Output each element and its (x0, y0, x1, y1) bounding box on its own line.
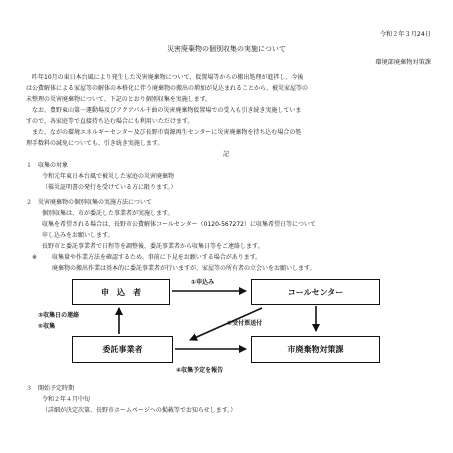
label-notify-date: ③収集日の連絡 (38, 312, 80, 319)
label-report: ④収集予定を報告 (176, 367, 224, 374)
box-applicant: 申 込 者 (72, 279, 170, 305)
ki-heading: 記 (223, 151, 230, 158)
section-2-text: 収集を希望される場合は、長野市公費解体コールセンター（0120-567272）に収集希望日等について (42, 221, 316, 228)
label-apply: ①申込み (191, 279, 215, 286)
section-3-text: （詳細が決定次第、長野市ホームページへの掲載等でお知らせします。） (42, 407, 237, 414)
label-collect: ⑤収集 (38, 323, 56, 330)
section-2-note: 廃棄物の搬出作業は基本的に委託事業者が行いますが、家屋等の所有者の立会いをお願いします。 (52, 265, 316, 272)
section-2-text: 申し込みをお願いします。 (42, 232, 114, 239)
intro-line: すので、各家庭等で直接持ち込む場合にも利用いただけます。 (26, 118, 194, 125)
intro-line: 昨年10月の東日本台風により発生した災害廃棄物について、仮置場等からの搬出処理が進捗し、今後 (32, 74, 304, 81)
section-3-heading: ３ 開始予定時期 (26, 385, 75, 392)
document-date: 令和２年３月24日 (379, 31, 431, 38)
section-1-text: （罹災証明書の発行を受けている方に限ります。） (42, 184, 177, 191)
section-1-heading: １ 収集の対象 (26, 162, 69, 169)
section-3-text: 令和２年４月中旬 (42, 396, 91, 403)
box-city: 市廃棄物対策課 (251, 336, 380, 363)
note-mark: ※ (32, 254, 38, 261)
intro-line: また、ながの環境エネルギーセンター及び長野市資源再生センターに災害廃棄物を持ち込む場合の処 (32, 129, 302, 136)
section-2-note: 収集量や作業方法を確認するため、事前に下見をお願いする場合があります。 (52, 254, 262, 261)
section-2-text: 個別収集は、市が委託した事業者が実施します。 (42, 210, 174, 217)
intro-line: 未整理の災害廃棄物について、下記のとおり個別収集を実施します。 (26, 96, 212, 103)
issuing-department: 環境部廃棄物対策課 (375, 59, 431, 66)
intro-line: 理手数料の減免についても、引き続き実施します。 (26, 140, 164, 147)
section-2-text: 長野市と委託事業者で日程等を調整後、委託事業者から収集日等をご連絡します。 (42, 243, 264, 250)
intro-line: は公費解体による家屋等の解体の本格化に伴う廃棄物の搬出の増加が見込まれることから、被災家屋等の (26, 85, 309, 92)
section-1-text: 令和元年東日本台風で被災した家庭の災害廃棄物 (42, 173, 175, 180)
box-call-center: コールセンター (251, 279, 380, 305)
intro-line: なお、豊野東山第一運動場及びアクアパル千曲の災害廃棄物仮置場での受入も引き続き実施していま (32, 107, 302, 114)
label-receipt: ②受付票送付 (227, 320, 263, 327)
document-title: 災害廃棄物の個別収集の実施について (167, 45, 286, 53)
box-contractor: 委託事業者 (72, 336, 173, 363)
section-2-heading: ２ 災害廃棄物の個別収集の実施方法について (26, 199, 152, 206)
